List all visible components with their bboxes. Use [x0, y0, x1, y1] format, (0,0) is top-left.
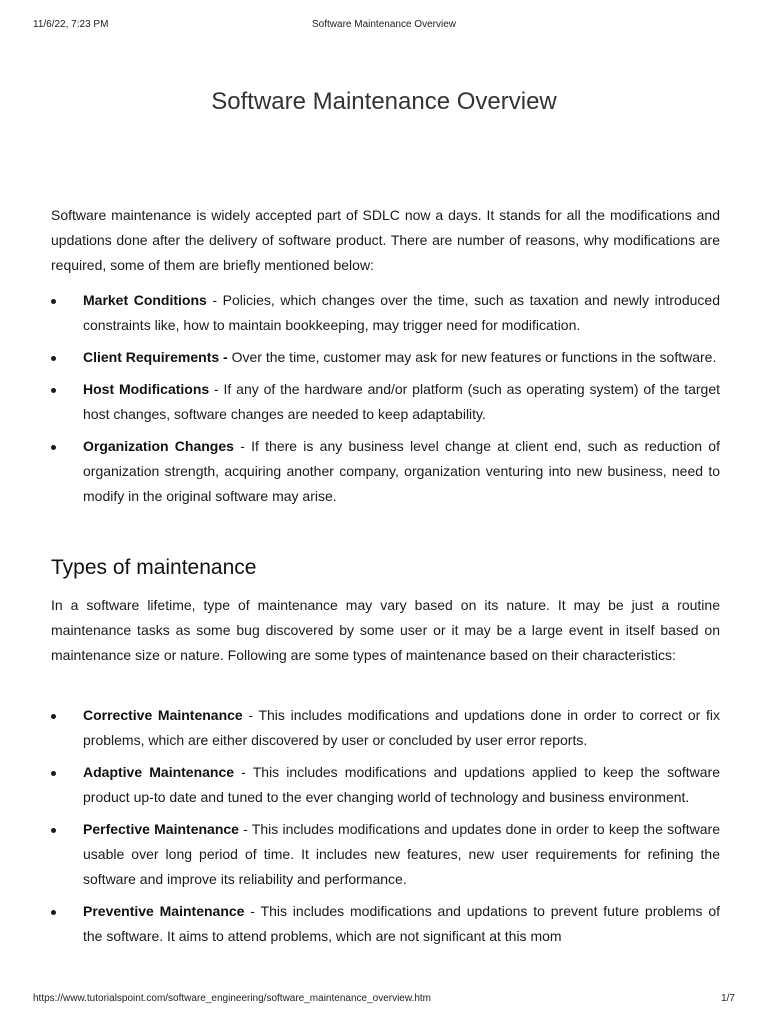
list-item	[51, 434, 720, 509]
item-text: If any of the hardware and/or platform (such as operating system) of the target host changes, software changes are needed to keep adaptability.	[83, 381, 720, 422]
item-term: Perfective Maintenance	[83, 821, 239, 837]
item-separator: -	[244, 903, 261, 919]
page-title: Software Maintenance Overview	[211, 88, 557, 115]
bullet-icon	[51, 299, 56, 304]
list-item	[51, 817, 720, 892]
bullet-icon	[51, 828, 56, 833]
types-intro-paragraph: In a software lifetime, type of maintenance may vary based on its nature. It may be just a routine maintenance tasks as some bug discovered by some user or it may be a large event in itself based on maintenance size or nature. Following are some types of maintenance based on their characteristics:	[51, 597, 720, 663]
types-section	[51, 703, 720, 956]
item-text: This includes modifications and updations to prevent future problems of the software. It aims to attend problems, which are not significant at this mom	[83, 903, 720, 944]
intro-section	[51, 203, 720, 278]
item-separator: -	[209, 381, 224, 397]
item-separator: -	[206, 292, 223, 308]
list-item	[51, 377, 720, 427]
item-text: Over the time, customer may ask for new features or functions in the software.	[231, 349, 717, 365]
print-date: 11/6/22, 7:23 PM	[33, 19, 109, 30]
reasons-list	[51, 288, 720, 509]
list-item	[51, 760, 720, 810]
item-text: This includes modifications and updates done in order to keep the software usable over long period of time. It includes new features, new user requirements for refining the software and improve its reliability and performance.	[83, 821, 720, 887]
list-item	[51, 703, 720, 753]
item-text: Policies, which changes over the time, such as taxation and newly introduced constraints like, how to maintain bookkeeping, may trigger need for modification.	[83, 292, 720, 333]
item-term: Market Conditions	[83, 292, 207, 308]
bullet-icon	[51, 910, 56, 915]
item-term: Corrective Maintenance	[83, 707, 243, 723]
types-intro-section	[51, 593, 720, 668]
item-text: This includes modifications and updations done in order to correct or fix problems, which are either discovered by user or concluded by user error reports.	[83, 707, 720, 748]
item-text: If there is any business level change at client end, such as reduction of organization strength, acquiring another company, organization venturing into new business, need to modify in the original software may arise.	[83, 438, 720, 504]
intro-paragraph: Software maintenance is widely accepted part of SDLC now a days. It stands for all the modifications and updations done after the delivery of software product. There are number of reasons, why modifications are required, some of them are briefly mentioned below:	[51, 207, 720, 273]
bullet-icon	[51, 388, 56, 393]
item-text: This includes modifications and updations applied to keep the software product up-to date and tuned to the ever changing world of technology and business environment.	[83, 764, 720, 805]
list-item	[51, 899, 720, 949]
print-header	[33, 19, 735, 33]
item-term: Organization Changes	[83, 438, 234, 454]
item-term: Host Modifications	[83, 381, 210, 397]
item-separator: -	[238, 821, 252, 837]
types-list	[51, 703, 720, 949]
item-separator: -	[234, 764, 253, 780]
reasons-section	[51, 288, 720, 516]
list-item	[51, 345, 720, 370]
bullet-icon	[51, 714, 56, 719]
page-number: 1/7	[721, 993, 735, 1004]
item-term: Preventive Maintenance	[83, 903, 245, 919]
bullet-icon	[51, 445, 56, 450]
source-url: https://www.tutorialspoint.com/software_engineering/software_maintenance_overview.htm	[33, 993, 431, 1004]
list-item	[51, 288, 720, 338]
bullet-icon	[51, 356, 56, 361]
bullet-icon	[51, 771, 56, 776]
print-title: Software Maintenance Overview	[312, 19, 456, 30]
item-separator: -	[242, 707, 259, 723]
item-separator: -	[233, 438, 252, 454]
types-heading: Types of maintenance	[51, 556, 257, 579]
item-term: Client Requirements -	[83, 349, 228, 365]
item-term: Adaptive Maintenance	[83, 764, 235, 780]
